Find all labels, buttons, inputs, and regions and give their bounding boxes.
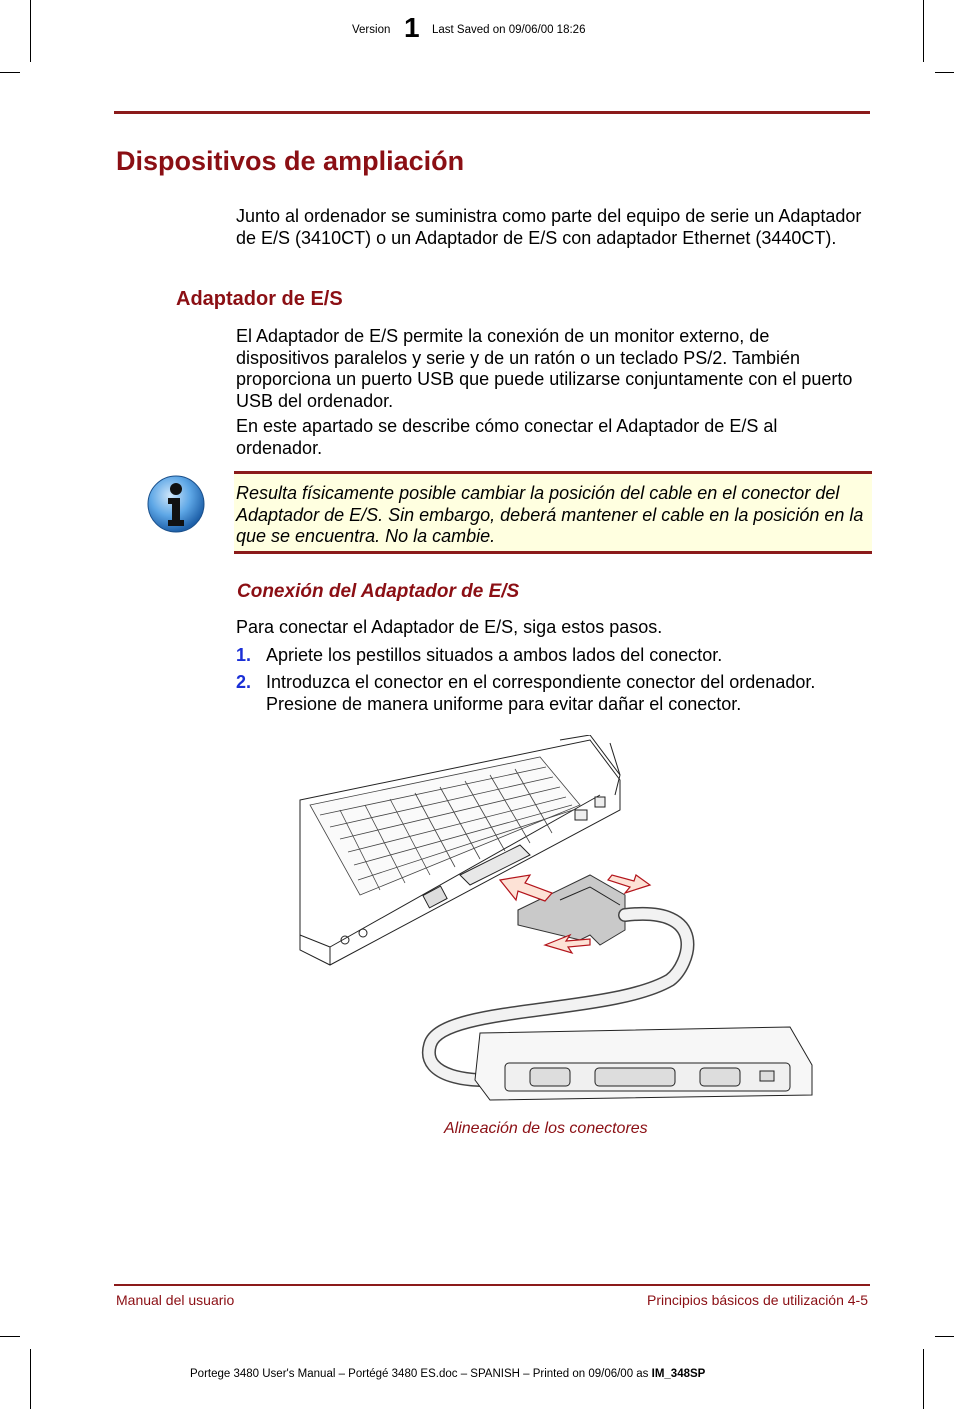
bottom-rule [114, 1284, 870, 1286]
step-2 [236, 672, 866, 716]
step-number: 2. [236, 672, 252, 692]
version-number: 1 [404, 12, 420, 43]
crop-mark [30, 1349, 31, 1409]
step-text: Apriete los pestillos situados a ambos lados del conector. [266, 645, 723, 665]
step-1 [236, 645, 866, 667]
crop-mark [923, 0, 924, 62]
last-saved: Last Saved on 09/06/00 18:26 [432, 24, 586, 36]
procedure-title: Conexión del Adaptador de E/S [237, 581, 520, 602]
crop-mark [935, 72, 954, 73]
crop-mark [30, 0, 31, 62]
subsection-paragraph-1: El Adaptador de E/S permite la conexión de un monitor externo, de dispositivos paralelos y serie y de un ratón o un teclado PS/2. También proporciona un puerto USB que puede utilizarse conjuntamente con el puerto USB del ordenador. [236, 326, 853, 411]
subsection-paragraph-2: En este apartado se describe cómo conectar el Adaptador de E/S al ordenador. [236, 416, 778, 458]
step-number: 1. [236, 645, 252, 665]
figure-caption: Alineación de los conectores [444, 1120, 648, 1137]
crop-mark [0, 1336, 20, 1337]
footer-left: Manual del usuario [116, 1292, 235, 1308]
info-icon [146, 474, 206, 534]
top-rule [114, 111, 870, 114]
print-info [190, 1368, 705, 1380]
crop-mark [0, 72, 20, 73]
note-text: Resulta físicamente posible cambiar la posición del cable en el conector del Adaptador de E/S. Sin embargo, deberá mantener el cable en la posición en la que se encuentra. No la cambie. [236, 483, 864, 546]
print-info-text: Portege 3480 User's Manual – Portégé 3480 ES.doc – SPANISH – Printed on 09/06/00 as [190, 1368, 652, 1380]
procedure-intro: Para conectar el Adaptador de E/S, siga estos pasos. [236, 617, 663, 637]
subsection-title: Adaptador de E/S [176, 288, 343, 310]
print-code: IM_348SP [651, 1368, 706, 1380]
note-box [234, 471, 872, 554]
version-label: Version [352, 24, 391, 36]
connector-alignment-illustration [290, 735, 820, 1105]
step-text: Introduzca el conector en el correspondiente conector del ordenador. Presione de manera uniforme para evitar dañar el conector. [266, 672, 816, 714]
footer-right: Principios básicos de utilización 4-5 [647, 1292, 868, 1308]
intro-paragraph: Junto al ordenador se suministra como parte del equipo de serie un Adaptador de E/S (3410CT) o un Adaptador de E/S con adaptador Ethernet (3440CT). [236, 206, 862, 248]
crop-mark [923, 1349, 924, 1409]
page-title: Dispositivos de ampliación [116, 146, 465, 176]
crop-mark [935, 1336, 954, 1337]
